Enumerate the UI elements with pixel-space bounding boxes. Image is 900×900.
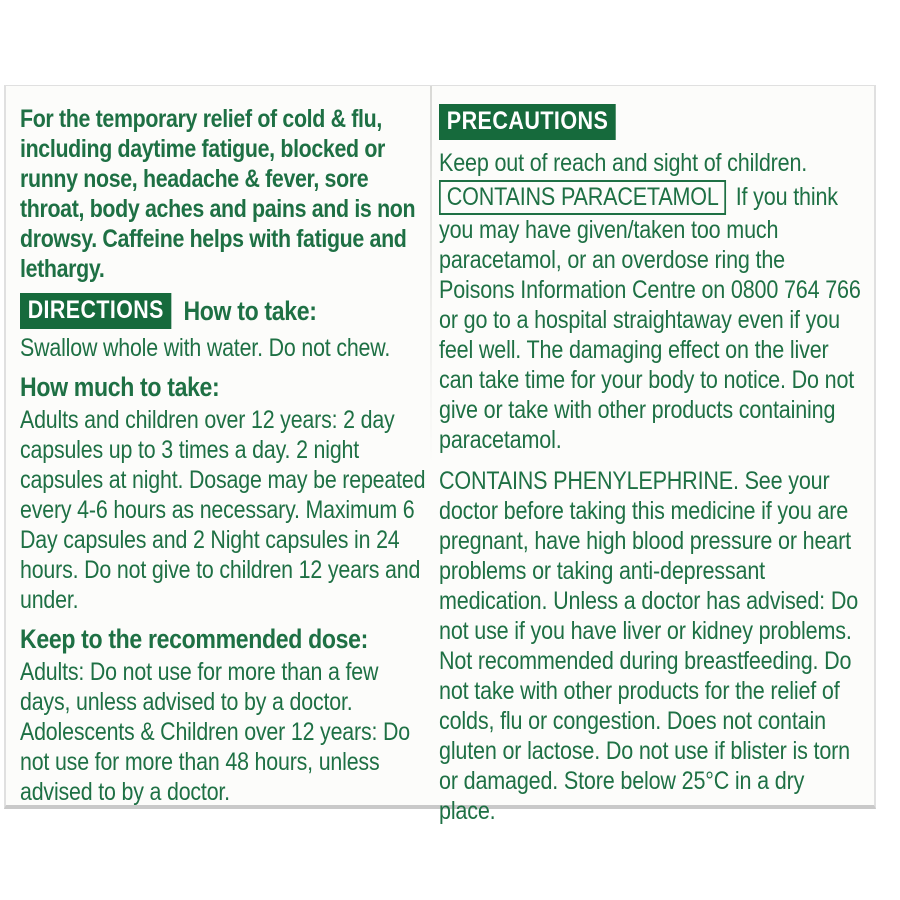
- paracetamol-warning: [439, 180, 865, 455]
- how-to-take-heading: How to take:: [183, 296, 317, 326]
- label-panel: [4, 85, 876, 825]
- precautions-heading-row: [439, 104, 865, 148]
- directions-heading-row: [20, 293, 432, 329]
- left-column: [20, 104, 432, 816]
- paracetamol-warning-text: If you think you may have given/taken too much paracetamol, or an overdose ring the Poisons Information Centre on 0800 764 766 or go to a hospital straightaway even if you feel well. The damaging effect on the liver can take time for your body to notice. Do not give or take with other products containing paracetamol.: [439, 183, 861, 454]
- recommended-dose-heading: Keep to the recommended dose:: [20, 624, 368, 654]
- recommended-dose-text: Adults: Do not use for more than a few days, unless advised to by a doctor. Adolescents & Children over 12 years: Do not use for more than 48 hours, unless advised to by a doctor.: [20, 658, 410, 806]
- how-to-take-text: Swallow whole with water. Do not chew.: [20, 334, 391, 362]
- product-indications-text: For the temporary relief of cold & flu, including daytime fatigue, blocked or runny nose, headache & fever, sore throat, body aches and pains and is non drowsy. Caffeine helps with fatigue and lethargy.: [20, 105, 416, 283]
- precautions-badge: PRECAUTIONS: [439, 104, 616, 140]
- phenylephrine-warning-text: CONTAINS PHENYLEPHRINE. See your doctor before taking this medicine if you are pregnant, have high blood pressure or heart problems or taking anti-depressant medication. Unless a doctor has advised: Do not use if you have liver or kidney problems. Not recommended during breastfeeding. Do not take with other products for the relief of colds, flu or congestion. Does not contain gluten or lactose. Do not use if blister is torn or damaged. Store below 25°C in a dry place.: [439, 467, 859, 825]
- keep-out-of-reach-text: Keep out of reach and sight of children.: [439, 149, 808, 177]
- contains-paracetamol-box: CONTAINS PARACETAMOL: [439, 180, 726, 215]
- how-much-text: Adults and children over 12 years: 2 day capsules up to 3 times a day. 2 night capsules at night. Dosage may be repeated every 4-6 hours as necessary. Maximum 6 Day capsules and 2 Night capsules in 24 hours. Do not give to children 12 years and under.: [20, 406, 426, 614]
- right-column: [439, 104, 865, 835]
- how-much-heading: How much to take:: [20, 372, 220, 402]
- directions-badge: DIRECTIONS: [20, 293, 171, 329]
